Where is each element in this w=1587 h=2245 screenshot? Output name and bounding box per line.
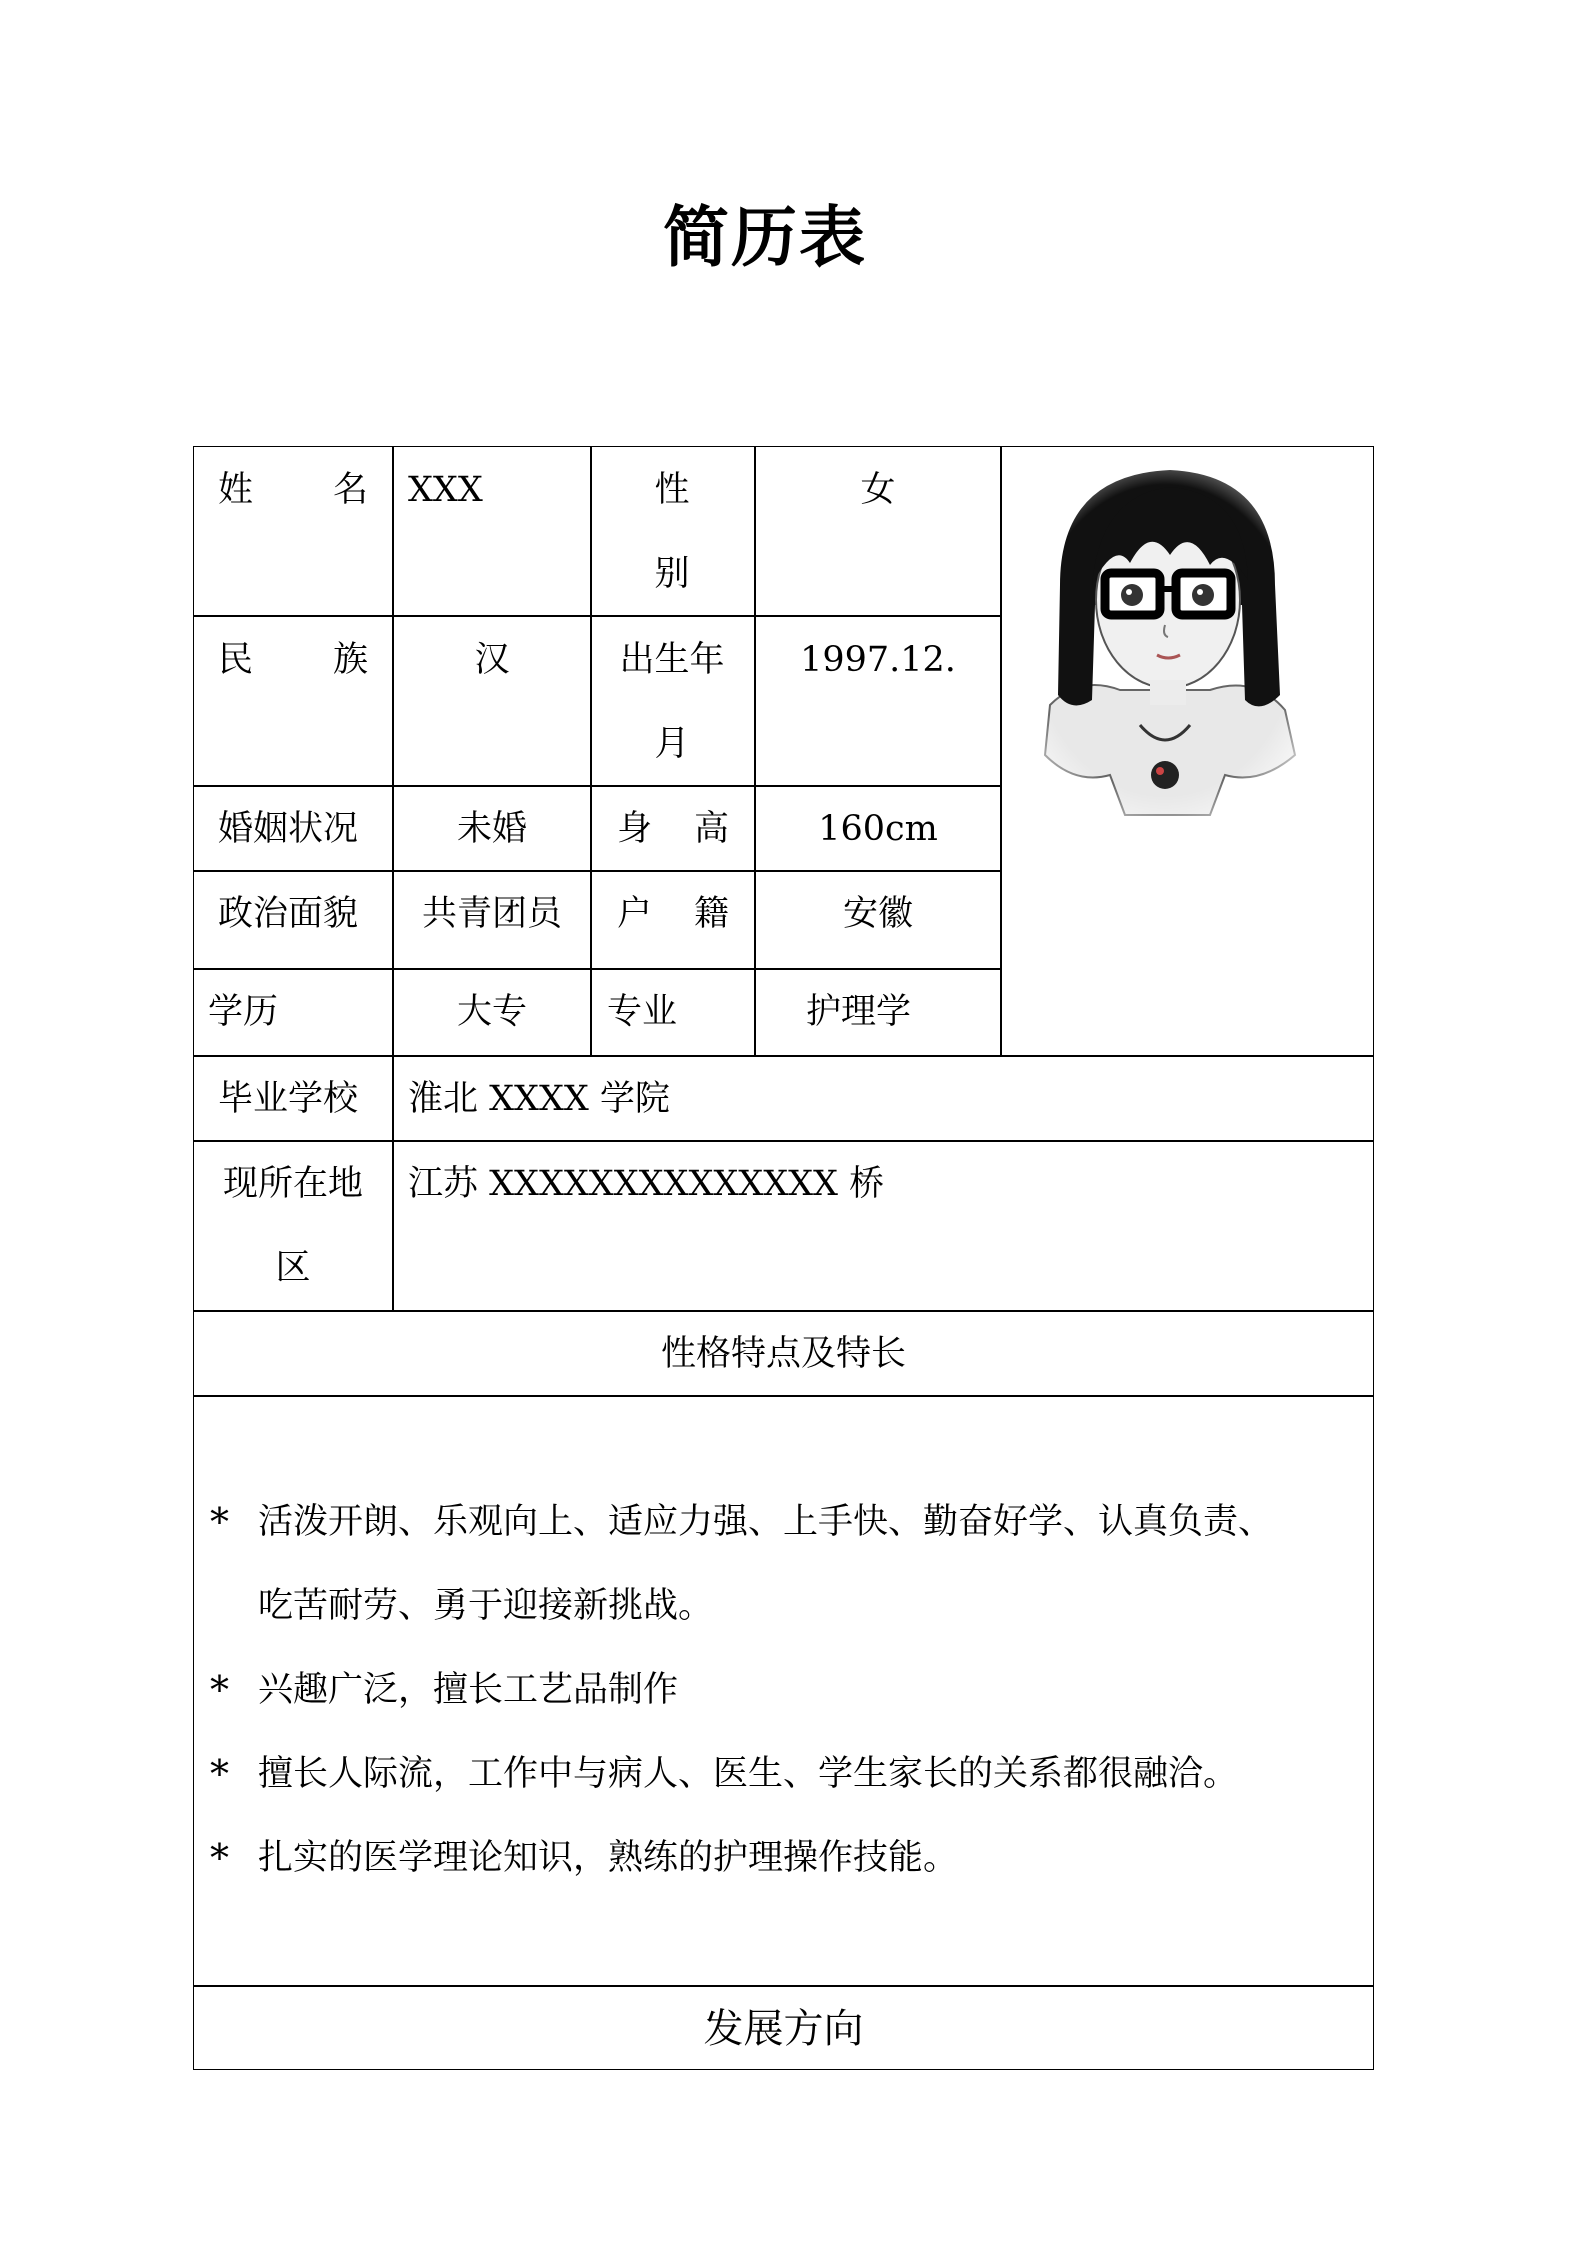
trait-text: 兴趣广泛，擅长工艺品制作 [258,1670,679,1710]
hukou-label-char: 籍 [693,894,729,934]
traits-header: 性格特点及特长 [660,1334,906,1374]
location-value: 江苏 XXXXXXXXXXXXXX 桥 [408,1164,885,1204]
education-value: 大专 [456,992,527,1032]
column-divider [754,446,756,1055]
list-item [210,1480,1360,1648]
bullet-icon: * [210,1668,229,1712]
school-value: 淮北 XXXX 学院 [408,1079,670,1119]
education-label: 学历 [208,992,279,1032]
development-header: 发展方向 [703,2006,864,2052]
location-label-line: 现所在地 [222,1164,363,1204]
height-label-char: 身 [617,809,653,849]
gender-value: 女 [860,470,896,510]
ethnicity-label [218,618,368,702]
height-label [617,787,729,871]
trait-text: 活泼开朗、乐观向上、适应力强、上手快、勤奋好学、认真负责、 [258,1502,1274,1542]
trait-text: 擅长人际流，工作中与病人、医生、学生家长的关系都很融洽。 [258,1754,1239,1794]
school-label: 毕业学校 [218,1079,359,1119]
marital-value: 未婚 [456,809,527,849]
trait-text: 吃苦耐劳、勇于迎接新挑战。 [258,1586,714,1626]
gender-label [592,448,752,616]
political-value: 共青团员 [421,894,562,934]
major-label: 专业 [607,992,678,1032]
major-value: 护理学 [806,992,912,1032]
column-divider [1000,446,1002,1055]
height-label-char: 高 [693,809,729,849]
ethnicity-value: 汉 [474,640,510,680]
page-title: 简历表 [663,199,867,276]
marital-label: 婚姻状况 [218,809,359,849]
birth-label [592,618,752,786]
political-label: 政治面貌 [218,894,359,934]
gender-label-line: 性 [654,470,690,510]
list-item [210,1648,1360,1732]
list-item [210,1816,1360,1900]
traits-list [210,1480,1360,1900]
name-value: XXX [408,470,483,510]
hukou-value: 安徽 [842,894,913,934]
location-label-line: 区 [275,1248,311,1288]
birth-label-line: 月 [654,724,690,764]
trait-text: 扎实的医学理论知识，熟练的护理操作技能。 [258,1838,959,1878]
ethnicity-label-char: 民 [218,640,254,680]
hukou-label-char: 户 [617,894,653,934]
bullet-icon: * [210,1836,229,1880]
birth-label-line: 出生年 [619,640,725,680]
name-label-char: 姓 [218,470,254,510]
bullet-icon: * [210,1500,229,1544]
profile-photo [1010,455,1320,825]
hukou-label [617,872,729,956]
bullet-icon: * [210,1752,229,1796]
birth-value: 1997.12. [800,640,956,680]
row-divider [193,1055,1374,1057]
ethnicity-label-char: 族 [332,640,368,680]
gender-label-line: 别 [654,554,690,594]
list-item [210,1732,1360,1816]
name-label-char: 名 [332,470,368,510]
location-label [194,1142,392,1310]
height-value: 160cm [818,809,938,849]
name-label [218,448,368,532]
